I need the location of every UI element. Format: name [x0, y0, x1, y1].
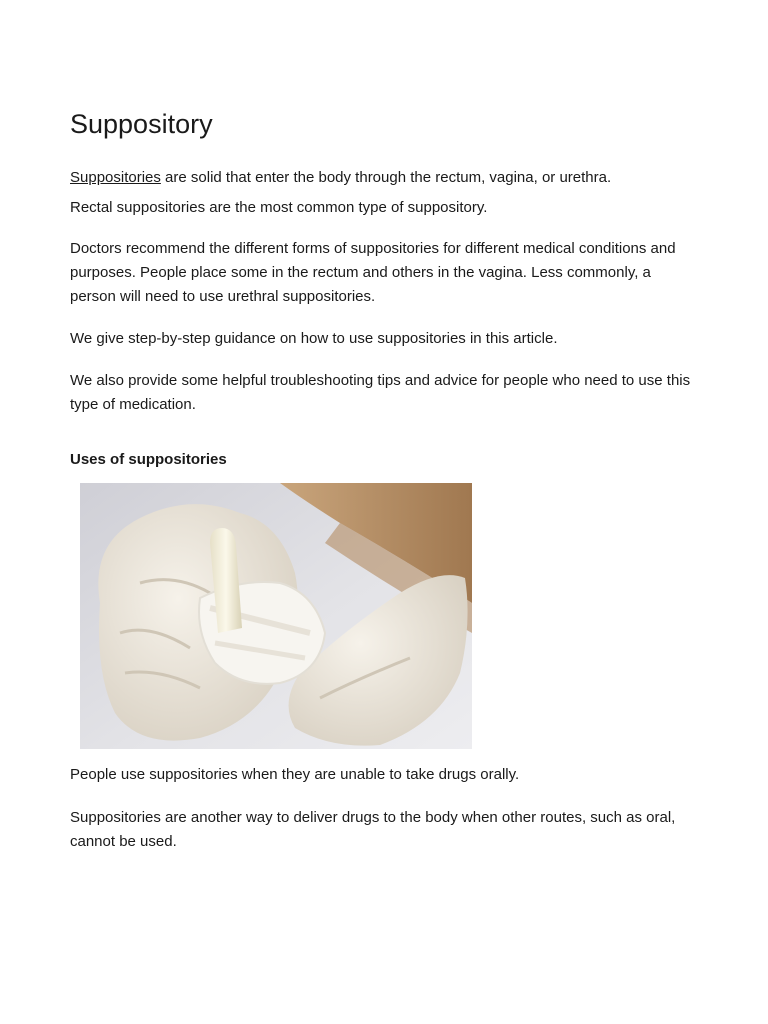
suppositories-link[interactable]: Suppositories [70, 169, 161, 186]
page-title: Suppository [70, 109, 213, 139]
suppository-photo [80, 483, 472, 749]
intro-paragraph [70, 166, 700, 190]
paragraph-guidance: We give step-by-step guidance on how to use suppositories in this article. [70, 330, 558, 347]
paragraph-rectal: Rectal suppositories are the most common type of suppository. [70, 199, 488, 216]
paragraph-tips: We also provide some helpful troubleshooting tips and advice for people who need to use this type of medication. [70, 372, 691, 413]
section-heading: Uses of suppositories [70, 451, 227, 468]
intro-text: are solid that enter the body through the rectum, vagina, or urethra. [160, 169, 612, 186]
paragraph-routes: Suppositories are another way to deliver drugs to the body when other routes, such as oral, cannot be used. [70, 809, 676, 850]
paragraph-oral: People use suppositories when they are unable to take drugs orally. [70, 766, 520, 783]
gloved-hands-image [80, 483, 472, 749]
paragraph-forms: Doctors recommend the different forms of suppositories for different medical conditions and purposes. People place some in the rectum and others in the vagina. Less commonly, a person will need to use urethral suppositories. [70, 240, 676, 305]
